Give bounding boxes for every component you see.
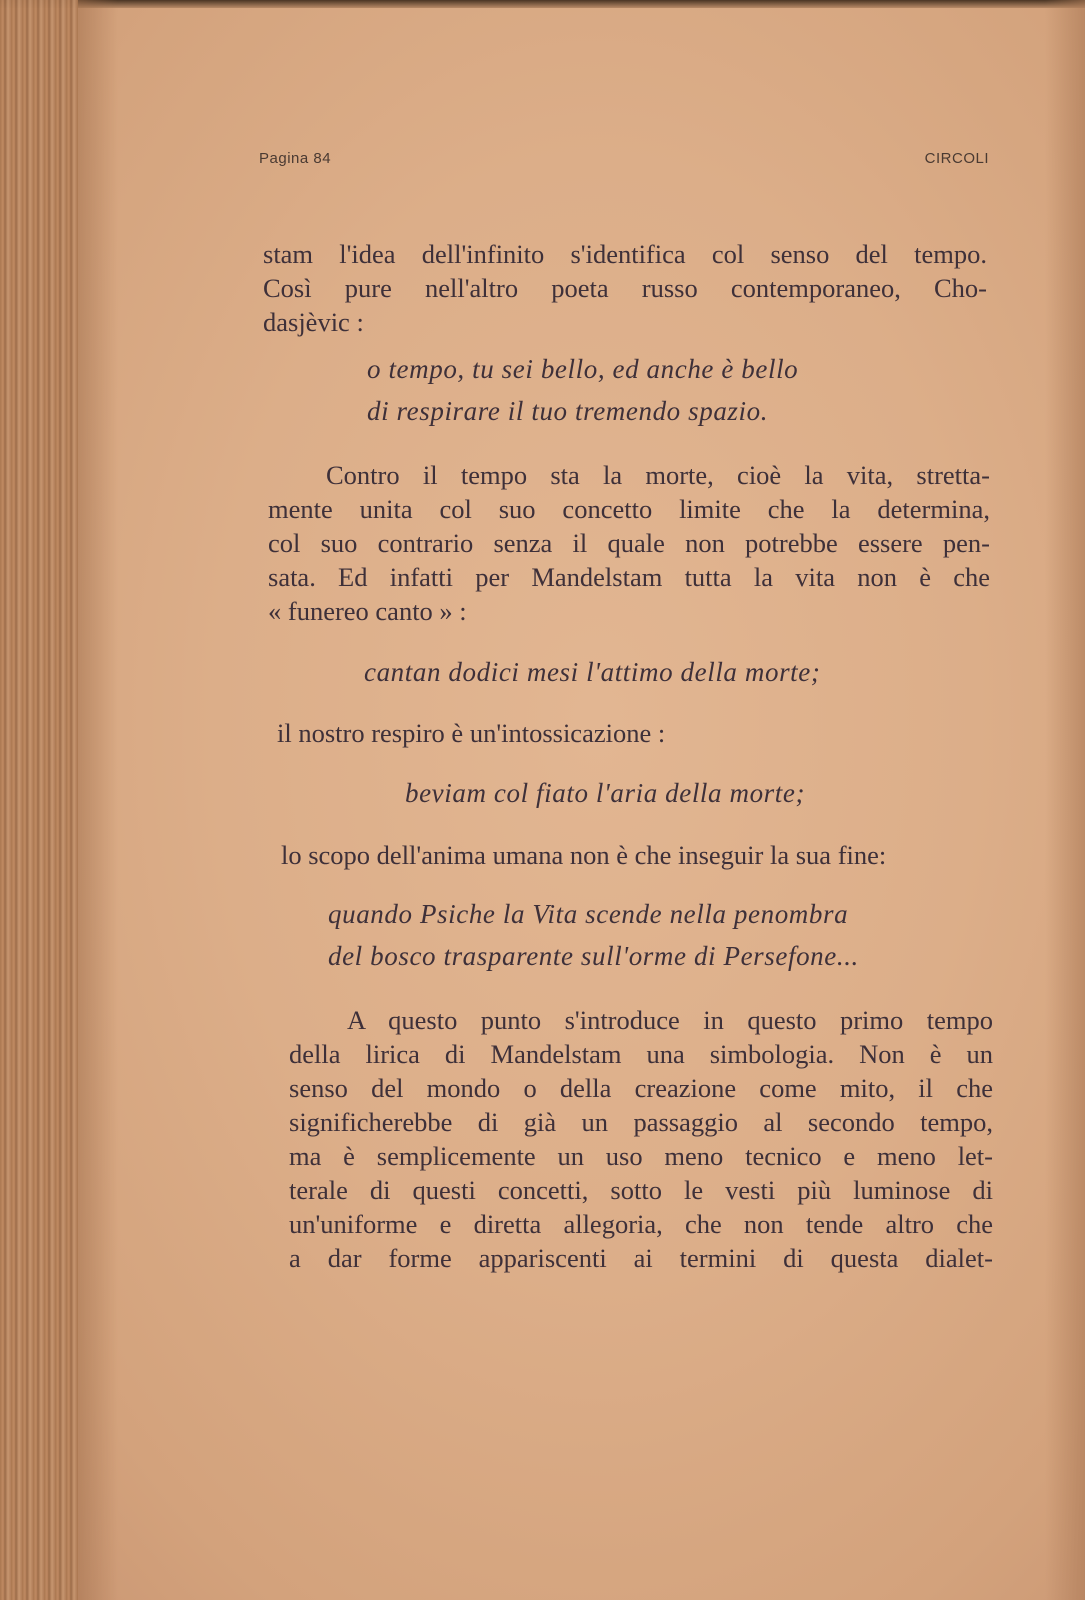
page-right-shadow xyxy=(1045,0,1085,1600)
paragraph-breath xyxy=(277,716,977,750)
text-line: significherebbe di già un passaggio al secondo tempo, xyxy=(289,1107,993,1137)
verse-quote-4 xyxy=(328,897,978,981)
text-line: sata. Ed infatti per Mandelstam tutta la vita non è che xyxy=(268,562,990,592)
verse-line: cantan dodici mesi l'attimo della morte; xyxy=(364,657,821,687)
book-spine-edge xyxy=(0,0,78,1600)
paragraph-2 xyxy=(268,458,990,628)
paragraph-1 xyxy=(263,237,987,339)
text-line: col suo contrario senza il quale non potrebbe essere pen- xyxy=(268,528,990,558)
verse-line: del bosco trasparente sull'orme di Persefone... xyxy=(328,941,859,971)
text-line: Così pure nell'altro poeta russo contemporaneo, Cho- xyxy=(263,273,987,303)
verse-line: o tempo, tu sei bello, ed anche è bello xyxy=(367,354,799,384)
paragraph-3 xyxy=(289,1003,993,1275)
page-top-edge xyxy=(0,0,1085,8)
text-line: mente unita col suo concetto limite che la determina, xyxy=(268,494,990,524)
text-line: lo scopo dell'anima umana non è che inseguir la sua fine: xyxy=(281,840,887,870)
verse-quote-2 xyxy=(364,655,964,697)
text-line: Contro il tempo sta la morte, cioè la vita, stretta- xyxy=(326,460,990,490)
text-line: il nostro respiro è un'intossicazione : xyxy=(277,718,666,748)
page-header xyxy=(259,150,989,174)
verse-line: beviam col fiato l'aria della morte; xyxy=(405,778,806,808)
text-line: terale di questi concetti, sotto le vesti più luminose di xyxy=(289,1175,993,1205)
paragraph-soul xyxy=(281,838,997,872)
text-line: senso del mondo o della creazione come mito, il che xyxy=(289,1073,993,1103)
text-line: un'uniforme e diretta allegoria, che non tende altro che xyxy=(289,1209,993,1239)
text-line: « funereo canto » : xyxy=(268,596,467,626)
text-line: ma è semplicemente un uso meno tecnico e meno let- xyxy=(289,1141,993,1171)
verse-line: di respirare il tuo tremendo spazio. xyxy=(367,396,769,426)
text-line: a dar forme appariscenti ai termini di questa dialet- xyxy=(289,1243,993,1273)
text-line: della lirica di Mandelstam una simbologia. Non è un xyxy=(289,1039,993,1069)
verse-line: quando Psiche la Vita scende nella penombra xyxy=(328,899,849,929)
verse-quote-1 xyxy=(367,352,967,436)
page-number: Pagina 84 xyxy=(259,150,332,167)
text-line: stam l'idea dell'infinito s'identifica col senso del tempo. xyxy=(263,239,987,269)
verse-quote-3 xyxy=(405,776,965,818)
text-line: A questo punto s'introduce in questo primo tempo xyxy=(347,1005,993,1035)
text-line: dasjèvic : xyxy=(263,307,364,337)
running-title: CIRCOLI xyxy=(924,150,989,167)
